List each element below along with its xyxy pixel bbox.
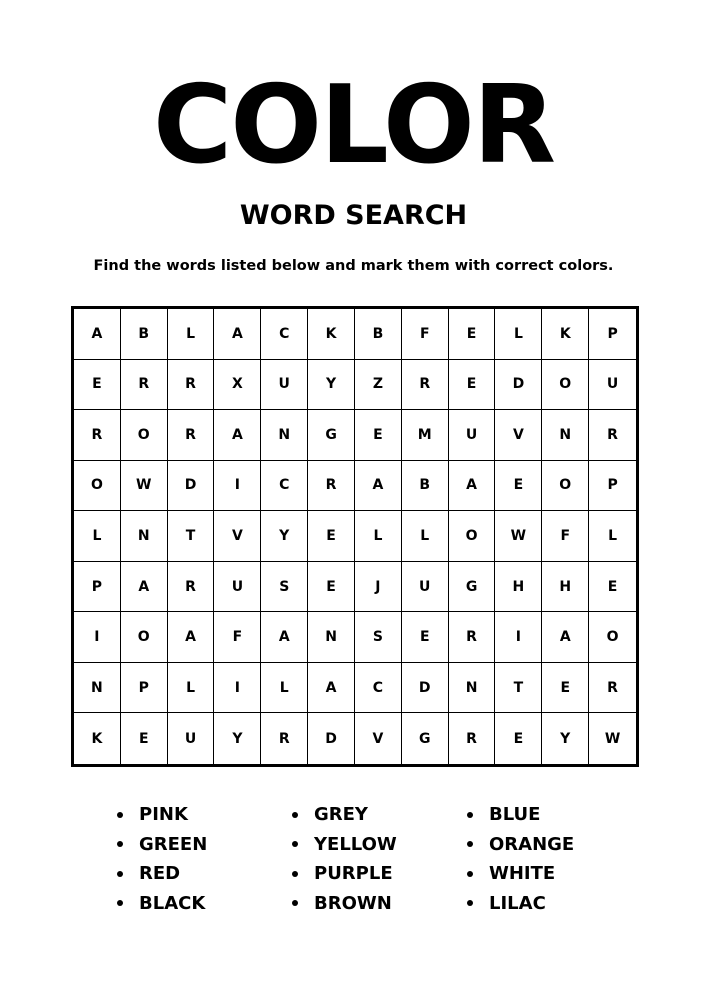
bullet-icon (117, 871, 123, 877)
word-label: BLACK (139, 892, 206, 914)
grid-cell[interactable]: O (589, 612, 636, 663)
grid-cell[interactable]: E (495, 461, 542, 512)
word-list-item (113, 889, 288, 919)
grid-cell[interactable]: G (402, 713, 449, 764)
grid-cell[interactable]: A (168, 612, 215, 663)
word-label: RED (139, 863, 181, 885)
grid-cell[interactable]: N (308, 612, 355, 663)
bullet-icon (292, 812, 298, 818)
grid-cell[interactable]: R (261, 713, 308, 764)
grid-cell[interactable]: V (495, 410, 542, 461)
grid-cell[interactable]: A (214, 410, 261, 461)
grid-cell[interactable]: E (449, 360, 496, 411)
grid-cell[interactable]: E (355, 410, 402, 461)
grid-cell[interactable]: D (402, 663, 449, 714)
bullet-icon (467, 812, 473, 818)
grid-cell[interactable]: N (449, 663, 496, 714)
grid-cell[interactable]: R (121, 360, 168, 411)
grid-cell[interactable]: L (355, 511, 402, 562)
grid-cell[interactable]: K (74, 713, 121, 764)
grid-cell[interactable]: R (589, 663, 636, 714)
grid-cell[interactable]: S (355, 612, 402, 663)
grid-cell[interactable]: Y (261, 511, 308, 562)
word-label: PINK (139, 804, 188, 826)
grid-cell[interactable]: N (74, 663, 121, 714)
grid-cell[interactable]: E (121, 713, 168, 764)
bullet-icon (292, 871, 298, 877)
grid-cell[interactable]: U (214, 562, 261, 613)
grid-cell[interactable]: P (589, 461, 636, 512)
grid-cell[interactable]: O (74, 461, 121, 512)
grid-cell[interactable]: X (214, 360, 261, 411)
grid-cell[interactable]: L (168, 663, 215, 714)
word-list-item (288, 859, 463, 889)
grid-cell[interactable]: R (74, 410, 121, 461)
grid-cell[interactable]: A (214, 309, 261, 360)
grid-cell[interactable]: U (402, 562, 449, 613)
grid-cell[interactable]: A (542, 612, 589, 663)
word-list-item (113, 800, 288, 830)
bullet-icon (292, 900, 298, 906)
grid-cell[interactable]: V (214, 511, 261, 562)
grid-cell[interactable]: E (74, 360, 121, 411)
grid-cell[interactable]: G (308, 410, 355, 461)
grid-cell[interactable]: W (495, 511, 542, 562)
bullet-icon (117, 812, 123, 818)
grid-cell[interactable]: A (355, 461, 402, 512)
grid-cell[interactable]: Y (214, 713, 261, 764)
grid-cell[interactable]: C (355, 663, 402, 714)
grid-cell[interactable]: E (308, 511, 355, 562)
word-list-item (463, 889, 633, 919)
grid-cell[interactable]: D (495, 360, 542, 411)
grid-cell[interactable]: I (214, 461, 261, 512)
word-label: BROWN (314, 892, 392, 914)
grid-cell[interactable]: R (168, 562, 215, 613)
grid-cell[interactable]: P (121, 663, 168, 714)
grid-cell[interactable]: U (261, 360, 308, 411)
word-search-grid (71, 306, 639, 767)
grid-cell[interactable]: E (308, 562, 355, 613)
grid-cell[interactable]: N (121, 511, 168, 562)
grid-cell[interactable]: L (261, 663, 308, 714)
grid-cell[interactable]: A (308, 663, 355, 714)
grid-cell[interactable]: O (449, 511, 496, 562)
page-title: COLOR (152, 63, 554, 188)
grid-cell[interactable]: U (589, 360, 636, 411)
word-list-item (463, 859, 633, 889)
grid-cell[interactable]: J (355, 562, 402, 613)
grid-cell[interactable]: C (261, 461, 308, 512)
grid-cell[interactable]: N (542, 410, 589, 461)
word-label: PURPLE (314, 863, 393, 885)
grid-cell[interactable]: O (121, 410, 168, 461)
word-list-item (463, 830, 633, 860)
grid-cell[interactable]: R (589, 410, 636, 461)
grid-cell[interactable]: R (168, 360, 215, 411)
grid-cell[interactable]: B (402, 461, 449, 512)
grid-cell[interactable]: R (449, 713, 496, 764)
grid-cell[interactable]: B (121, 309, 168, 360)
grid-cell[interactable]: A (449, 461, 496, 512)
bullet-icon (467, 871, 473, 877)
instructions-text: Find the words listed below and mark them with correct colors. (93, 258, 614, 274)
grid-cell[interactable]: L (495, 309, 542, 360)
grid-cell[interactable]: W (121, 461, 168, 512)
grid-cell[interactable]: L (74, 511, 121, 562)
grid-cell[interactable]: E (449, 309, 496, 360)
grid-cell[interactable]: F (402, 309, 449, 360)
grid-cell[interactable]: T (495, 663, 542, 714)
grid-cell[interactable]: P (74, 562, 121, 613)
grid-cell[interactable]: I (495, 612, 542, 663)
word-label: ORANGE (489, 833, 575, 855)
word-label: WHITE (489, 863, 556, 885)
word-label: LILAC (489, 892, 546, 914)
word-list-item (463, 800, 633, 830)
word-label: GREEN (139, 833, 208, 855)
word-list-item (288, 830, 463, 860)
grid-cell[interactable]: D (308, 713, 355, 764)
word-label: YELLOW (314, 833, 397, 855)
grid-cell[interactable]: O (542, 461, 589, 512)
grid-cell[interactable]: O (121, 612, 168, 663)
word-list-item (288, 800, 463, 830)
bullet-icon (117, 900, 123, 906)
grid-cell[interactable]: F (542, 511, 589, 562)
grid-cell[interactable]: H (542, 562, 589, 613)
bullet-icon (292, 841, 298, 847)
grid-cell[interactable]: H (495, 562, 542, 613)
grid-cell[interactable]: E (589, 562, 636, 613)
grid-cell[interactable]: E (495, 713, 542, 764)
grid-cell[interactable]: Z (355, 360, 402, 411)
grid-cell[interactable]: L (168, 309, 215, 360)
grid-cell[interactable]: M (402, 410, 449, 461)
grid-cell[interactable]: T (168, 511, 215, 562)
grid-cell[interactable]: S (261, 562, 308, 613)
grid-cell[interactable]: R (449, 612, 496, 663)
grid-cell[interactable]: D (168, 461, 215, 512)
page-subtitle: WORD SEARCH (239, 200, 468, 231)
grid-cell[interactable]: V (355, 713, 402, 764)
grid-cell[interactable]: U (449, 410, 496, 461)
grid-cell[interactable]: E (542, 663, 589, 714)
grid-cell[interactable]: A (261, 612, 308, 663)
grid-cell[interactable]: G (449, 562, 496, 613)
grid-cell[interactable]: K (308, 309, 355, 360)
grid-cell[interactable]: R (402, 360, 449, 411)
grid-cell[interactable]: L (589, 511, 636, 562)
grid-cell[interactable]: Y (308, 360, 355, 411)
grid-cell[interactable]: P (589, 309, 636, 360)
grid-cell[interactable]: F (214, 612, 261, 663)
grid-cell[interactable]: I (74, 612, 121, 663)
grid-cell[interactable]: N (261, 410, 308, 461)
grid-cell[interactable]: A (74, 309, 121, 360)
grid-cell[interactable]: Y (542, 713, 589, 764)
grid-cell[interactable]: O (542, 360, 589, 411)
word-list-item (113, 830, 288, 860)
word-label: GREY (314, 804, 368, 826)
word-list-item (113, 859, 288, 889)
grid-cell[interactable]: U (168, 713, 215, 764)
grid-cell[interactable]: R (168, 410, 215, 461)
grid-cell[interactable]: C (261, 309, 308, 360)
grid-cell[interactable]: L (402, 511, 449, 562)
word-label: BLUE (489, 804, 541, 826)
grid-cell[interactable]: A (121, 562, 168, 613)
bullet-icon (467, 841, 473, 847)
grid-cell[interactable]: I (214, 663, 261, 714)
word-list (113, 800, 633, 918)
bullet-icon (117, 841, 123, 847)
grid-cell[interactable]: E (402, 612, 449, 663)
grid-cell[interactable]: R (308, 461, 355, 512)
bullet-icon (467, 900, 473, 906)
grid-cell[interactable]: W (604, 730, 621, 747)
word-list-item (288, 889, 463, 919)
grid-cell[interactable]: B (355, 309, 402, 360)
grid-cell[interactable]: K (542, 309, 589, 360)
